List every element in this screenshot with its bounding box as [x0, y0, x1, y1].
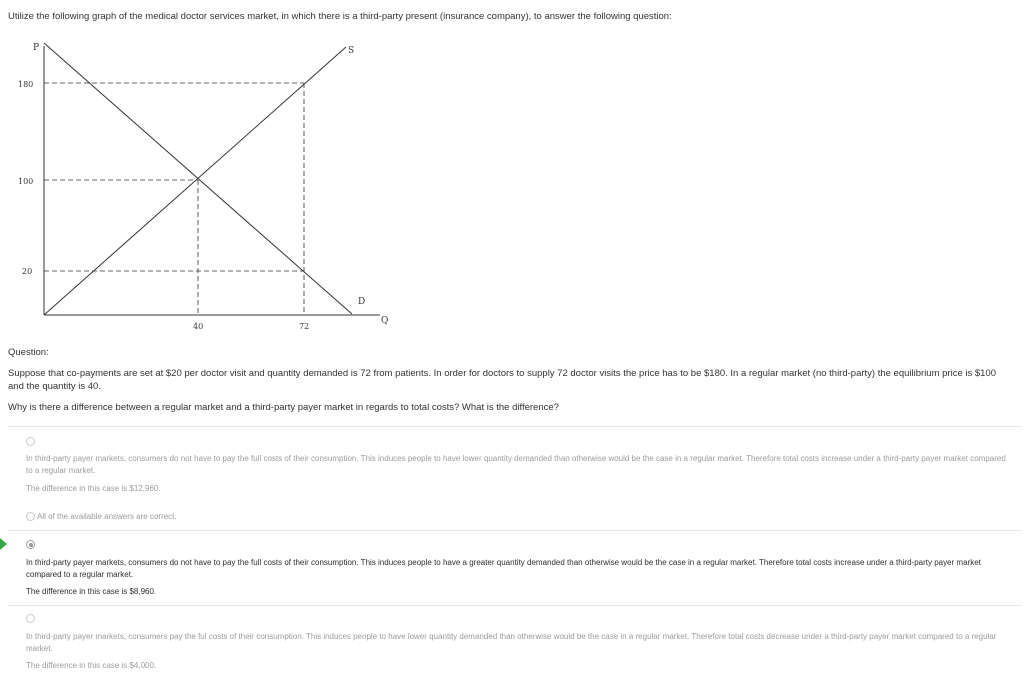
option-4-difference: The difference in this case is $4,000. [26, 661, 157, 670]
axis-q-label: Q [381, 316, 389, 326]
divider [8, 605, 1022, 606]
x-tick-40: 40 [193, 322, 204, 331]
supply-demand-graph [0, 36, 420, 336]
divider [8, 530, 1022, 531]
option-3-difference: The difference in this case is $8,960. [26, 587, 157, 596]
option-3-radio[interactable] [26, 540, 35, 549]
y-tick-180: 180 [18, 80, 34, 89]
option-3-text[interactable]: In third-party payer markets, consumers do not have to pay the full costs of their consumption. This induces people to have a greater quantity demanded than otherwise would be the case in a regular market. Therefore total costs increase under a third-party payer market compared to a regular market. [26, 558, 981, 579]
selected-answer-marker [0, 538, 7, 550]
supply-label: S [348, 46, 355, 56]
option-4-radio[interactable] [26, 614, 35, 623]
y-tick-100: 100 [18, 177, 34, 186]
option-1-text[interactable]: In third-party payer markets, consumers do not have to pay the full costs of their consumption. This induces people to have lower quantity demanded than otherwise would be the case in a regular market. Therefore total costs increase under a third-party payer market compared to a regular market. [26, 454, 1006, 475]
option-2-radio[interactable] [26, 512, 35, 521]
supply-line [44, 47, 346, 315]
option-1-difference: The difference in this case is $12,960. [26, 484, 161, 493]
question-prompt: Why is there a difference between a regular market and a third-party payer market in regards to total costs? What is the difference? [8, 402, 559, 413]
option-4-text[interactable]: In third-party payer markets, consumers pay the ful costs of their consumption. This induces people to have lower quantity demanded than otherwise would be the case in a regular market. Therefore total costs decrease under a third-party payer market compared to a regular market. [26, 632, 997, 653]
question-label: Question: [8, 347, 49, 358]
intro-text: Utilize the following graph of the medical doctor services market, in which there is a third-party present (insurance company), to answer the following question: [8, 11, 672, 22]
option-1-radio[interactable] [26, 437, 35, 446]
divider [8, 426, 1022, 427]
y-tick-20: 20 [22, 267, 33, 276]
x-tick-72: 72 [299, 322, 310, 331]
option-2-text[interactable]: All of the available answers are correct. [37, 512, 177, 521]
demand-label: D [358, 297, 366, 307]
axis-p-label: P [33, 43, 40, 53]
question-body: Suppose that co-payments are set at $20 per doctor visit and quantity demanded is 72 from patients. In order for doctors to supply 72 doctor visits the price has to be $180. In a regular market (no third-party) the equilibrium price is $100 and the quantity is 40. [8, 368, 996, 392]
